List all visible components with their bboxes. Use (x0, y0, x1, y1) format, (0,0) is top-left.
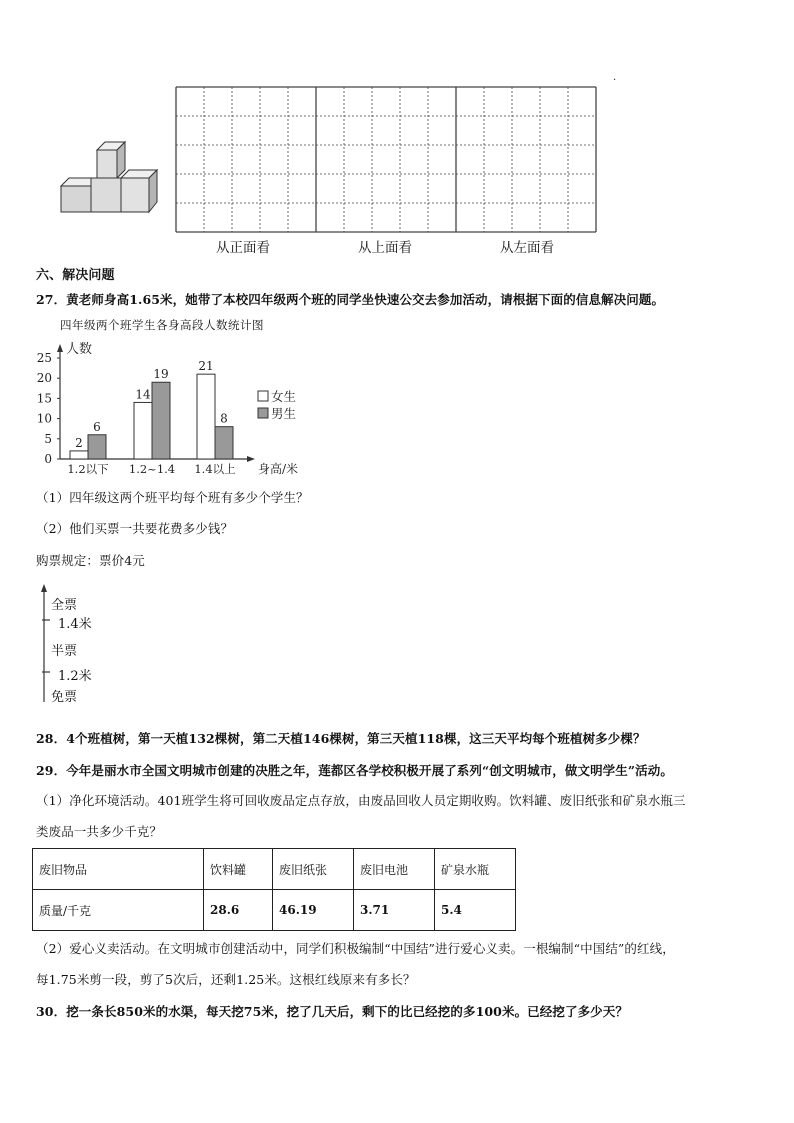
bar (70, 451, 88, 459)
bar (134, 402, 152, 459)
table-cell: 28.6 (204, 890, 273, 931)
y-axis-label: 人数 (66, 342, 93, 357)
waste-table (32, 848, 516, 931)
cube-figure (55, 138, 165, 218)
table-header-cell: 废旧纸张 (273, 849, 354, 890)
cube-face (91, 178, 121, 212)
y-tick-label: 10 (36, 411, 52, 426)
q27-sub2: （2）他们买票一共要花费多少钱？ (36, 521, 234, 536)
y-tick-label: 5 (44, 431, 52, 446)
ticket-free: 免票 (51, 690, 78, 705)
q29-sub1-line1: （1）净化环境活动。401班学生将可回收废品定点存放，由废品回收人员定期收购。饮料罐、废旧纸张和矿泉水瓶三 (36, 793, 686, 808)
q28-text: 28．4个班植树，第一天植132棵树，第二天植146棵树，第三天植118棵，这三天平均每个班植树多少棵？ (36, 731, 646, 746)
bar-value-label: 14 (135, 387, 151, 402)
table-cell: 质量/千克 (33, 890, 204, 931)
y-tick-label: 20 (36, 371, 52, 386)
cube-face (61, 186, 91, 212)
q29-sub2-line1: （2）爱心义卖活动。在文明城市创建活动中，同学们积极编制“中国结”进行爱心义卖。一根编制“中国结”的红线， (36, 941, 675, 956)
table-header-cell: 饮料罐 (204, 849, 273, 890)
bar-value-label: 8 (220, 411, 228, 426)
label-left-view: 从左面看 (500, 240, 554, 256)
table-cell: 46.19 (273, 890, 354, 931)
legend-swatch (258, 408, 268, 418)
x-tick-label: 1.4以上 (194, 462, 236, 476)
view-grid (170, 84, 602, 234)
ticket-height-2: 1.2米 (58, 669, 92, 684)
q27-sub1: （1）四年级这两个班平均每个班有多少个学生？ (36, 490, 309, 505)
y-axis-arrow (57, 344, 63, 352)
table-row (33, 890, 516, 931)
bar (152, 382, 170, 459)
bar (88, 435, 106, 459)
label-front-view: 从正面看 (216, 240, 270, 256)
y-tick-label: 15 (36, 391, 52, 406)
q27-text: 27．黄老师身高1.65米，她带了本校四年级两个班的同学坐快速公交去参加活动，请根据下面的信息解决问题。 (36, 292, 665, 307)
x-tick-label: 1.2~1.4 (128, 462, 176, 476)
q29-sub1-line2: 类废品一共多少千克？ (36, 824, 163, 839)
x-tick-label: 1.2以下 (67, 462, 109, 476)
chart-title: 四年级两个班学生各身高段人数统计图 (60, 318, 264, 332)
q29-text: 29．今年是丽水市全国文明城市创建的决胜之年，莲都区各学校积极开展了系列“创文明城市，做文明学生”活动。 (36, 763, 673, 778)
bar (215, 427, 233, 459)
page-mark: . (613, 72, 617, 83)
ticket-full: 全票 (51, 598, 78, 613)
bar-value-label: 2 (75, 435, 83, 450)
table-header-cell: 废旧物品 (33, 849, 204, 890)
legend-label: 男生 (271, 406, 297, 421)
bar-value-label: 21 (198, 359, 214, 374)
section-title: 六、解决问题 (36, 268, 115, 283)
ticket-rule: 购票规定：票价4元 (36, 553, 145, 568)
label-top-view: 从上面看 (358, 240, 412, 256)
bar-value-label: 19 (153, 367, 169, 382)
y-tick-label: 25 (36, 351, 52, 365)
ticket-height-1: 1.4米 (58, 617, 92, 632)
ticket-half: 半票 (51, 644, 78, 659)
x-axis-label: 身高/米 (258, 462, 299, 476)
y-tick-label: 0 (44, 452, 52, 466)
cube-face (121, 178, 149, 212)
bar-value-label: 6 (93, 419, 101, 434)
bar (197, 374, 215, 459)
table-header-row (33, 849, 516, 890)
table-cell: 5.4 (435, 890, 516, 931)
legend-swatch (258, 391, 268, 401)
cube-face (97, 150, 117, 178)
height-bar-chart (30, 336, 300, 476)
q30-text: 30．挖一条长850米的水渠，每天挖75米，挖了几天后，剩下的比已经挖的多100米。已经挖了多少天？ (36, 1004, 628, 1019)
legend-label: 女生 (271, 389, 297, 404)
table-header-cell: 矿泉水瓶 (435, 849, 516, 890)
q29-sub2-line2: 每1.75米剪一段，剪了5次后，还剩1.25米。这根红线原来有多长？ (36, 972, 416, 987)
table-header-cell: 废旧电池 (354, 849, 435, 890)
cube-face (149, 170, 157, 212)
table-cell: 3.71 (354, 890, 435, 931)
x-axis-arrow (247, 456, 255, 462)
